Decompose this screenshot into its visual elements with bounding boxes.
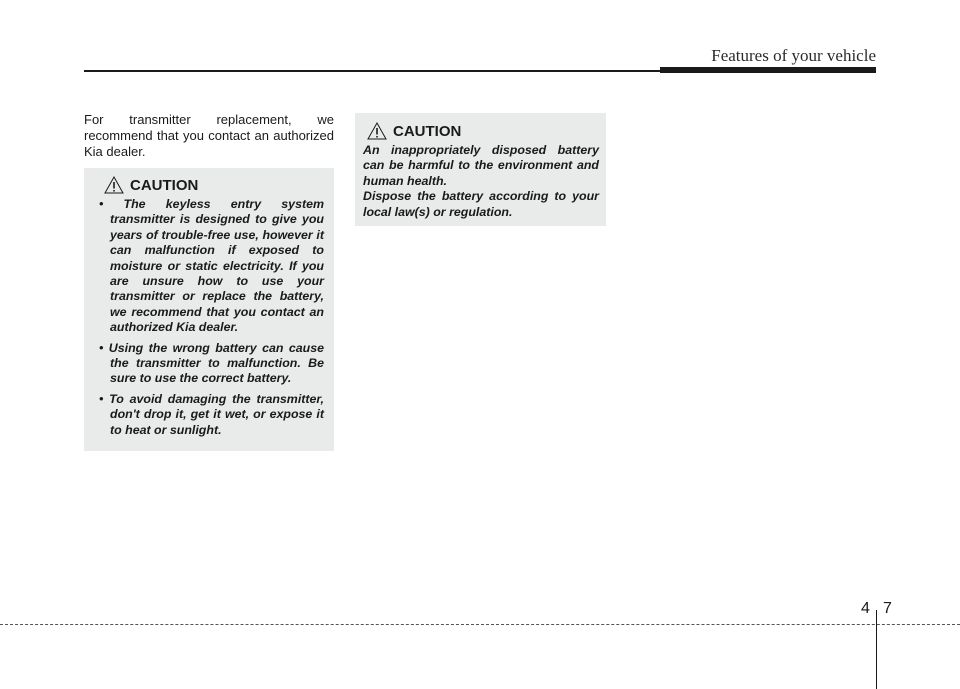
caution-heading-label: CAUTION — [393, 122, 462, 140]
chapter-number: 4 — [861, 600, 870, 617]
caution-item: • Using the wrong battery can cause the transmitter to malfunction. Be sure to use the correct battery. — [99, 340, 324, 386]
header-rule-accent — [660, 67, 876, 73]
caution-heading-label: CAUTION — [130, 176, 199, 194]
page-number: 7 — [883, 600, 892, 617]
page-number-divider — [876, 610, 877, 689]
caution-paragraph: An inappropriately disposed battery can be harmful to the environment and human health. — [363, 143, 599, 188]
caution-item: • To avoid damaging the transmitter, don't drop it, get it wet, or expose it to heat or sunlight. — [99, 391, 324, 437]
warning-triangle-icon — [104, 176, 124, 194]
caution-box-battery — [355, 113, 606, 226]
footer-dashed-rule — [0, 624, 960, 625]
header-rule — [84, 70, 662, 72]
header-title: Features of your vehicle — [711, 46, 876, 65]
intro-paragraph: For transmitter replacement, we recommend that you contact an authorized Kia dealer. — [84, 112, 334, 159]
caution-list — [96, 197, 324, 438]
caution-box-keyless — [84, 168, 334, 451]
caution-heading — [96, 175, 324, 195]
warning-triangle-icon — [367, 122, 387, 140]
caution-item: • The keyless entry system transmitter is designed to give you years of trouble-free use, however it can malfunction if exposed to moisture or static electricity. If you are unsure how to use your transmitter or replace the battery, we recommend that you contact an authorized Kia dealer. — [99, 197, 324, 335]
caution-heading — [363, 121, 599, 141]
caution-paragraph: Dispose the battery according to your local law(s) or regulation. — [363, 189, 599, 219]
